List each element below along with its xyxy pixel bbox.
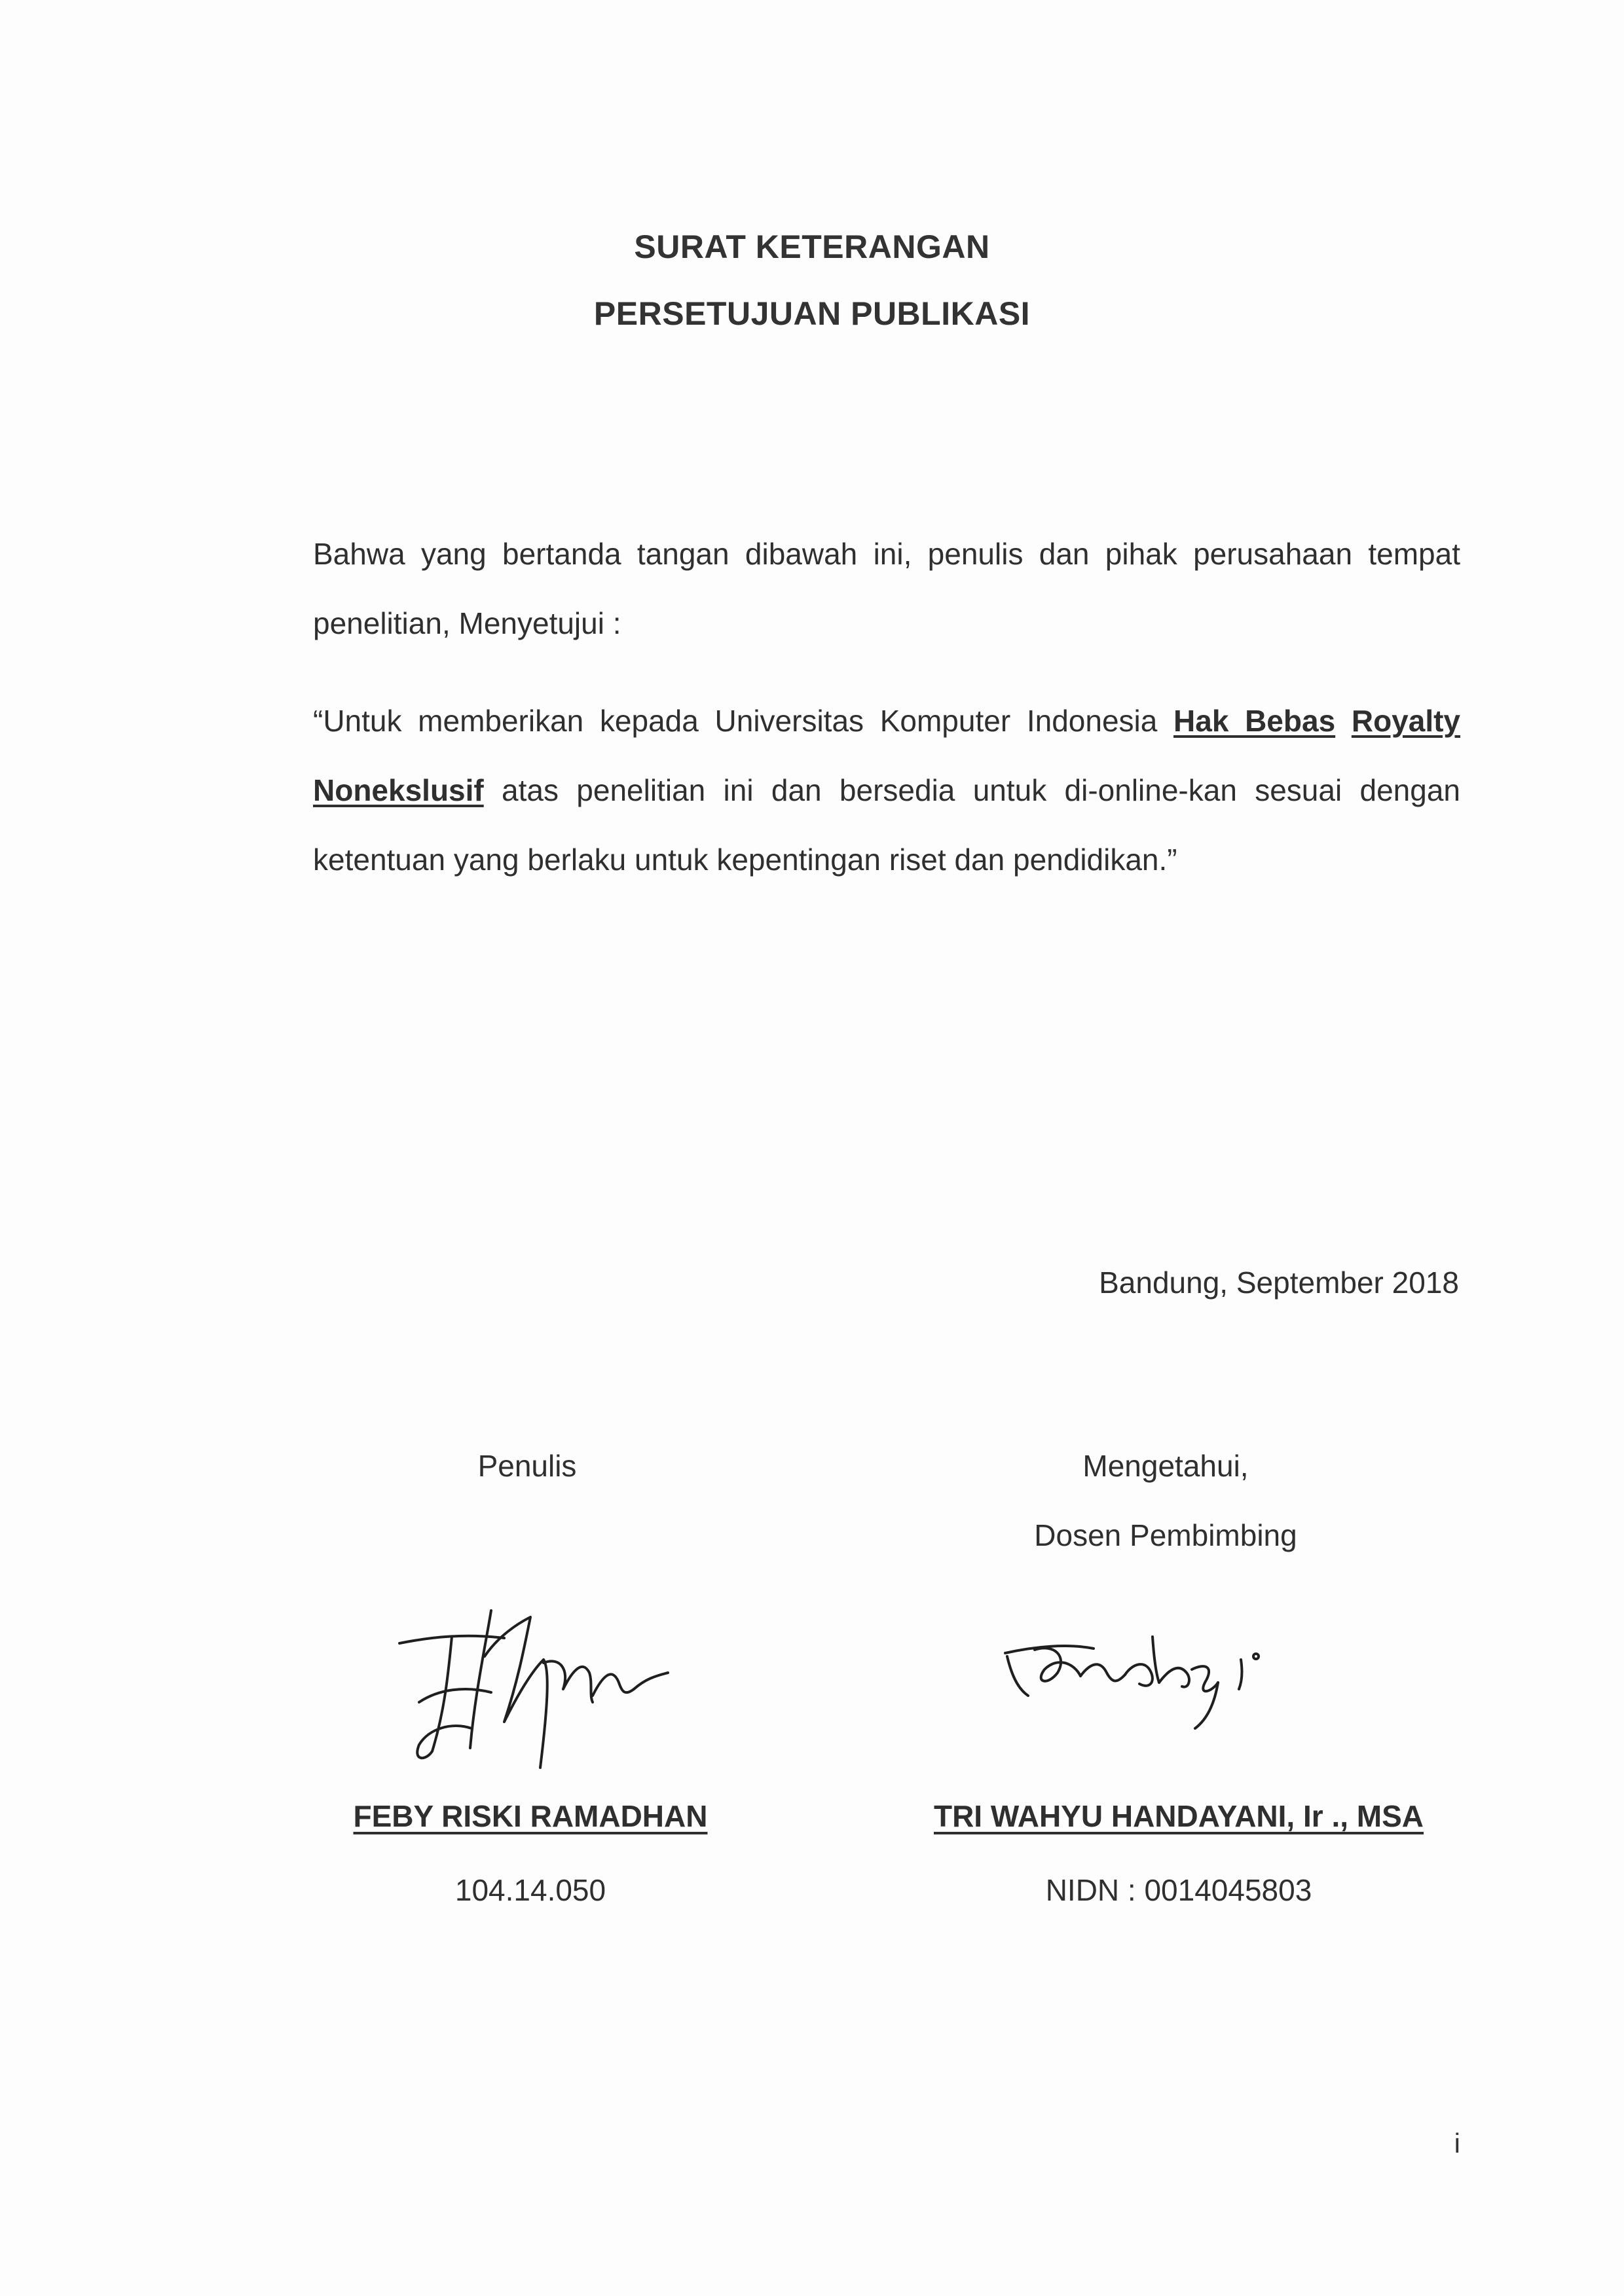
author-role: Penulis (477, 1449, 577, 1483)
agreement-paragraph (313, 686, 1460, 894)
author-name: FEBY RISKI RAMADHAN (353, 1799, 708, 1833)
rights-term-hak-bebas: Hak Bebas (1173, 704, 1336, 738)
author-student-id: 104.14.050 (454, 1873, 606, 1907)
statement-paragraph: Bahwa yang bertanda tangan dibawah ini, penulis dan pihak perusahaan tempat penelitian, Menyetujui : (313, 537, 1460, 640)
advisor-role-title: Dosen Pembimbing (1034, 1518, 1297, 1552)
author-signature (393, 1597, 681, 1774)
rights-term-noneksklusif: Noneksl​usif (313, 773, 484, 807)
advisor-name: TRI WAHYU HANDAYANI, Ir ., MSA (933, 1799, 1424, 1833)
advisor-nidn: NIDN : 0014045803 (1045, 1873, 1312, 1907)
page-number: i (1454, 2128, 1460, 2159)
place-date: Bandung, September 2018 (1099, 1266, 1459, 1300)
agreement-text-start: “Untuk memberikan kepada Universitas Komputer Indonesia (313, 704, 1174, 738)
agreement-text-end: atas penelitian ini dan bersedia untuk di-online-kan sesuai dengan ketentuan yang berlaku untuk kepentingan riset dan pendidikan.” (313, 773, 1460, 877)
document-title: SURAT KETERANGAN (634, 228, 990, 265)
document-subtitle: PERSETUJUAN PUBLIKASI (593, 295, 1031, 332)
advisor-role-acknowledged: Mengetahui, (1082, 1449, 1249, 1483)
advisor-signature (995, 1624, 1270, 1735)
rights-term-royalty: Royalty (1351, 704, 1461, 738)
